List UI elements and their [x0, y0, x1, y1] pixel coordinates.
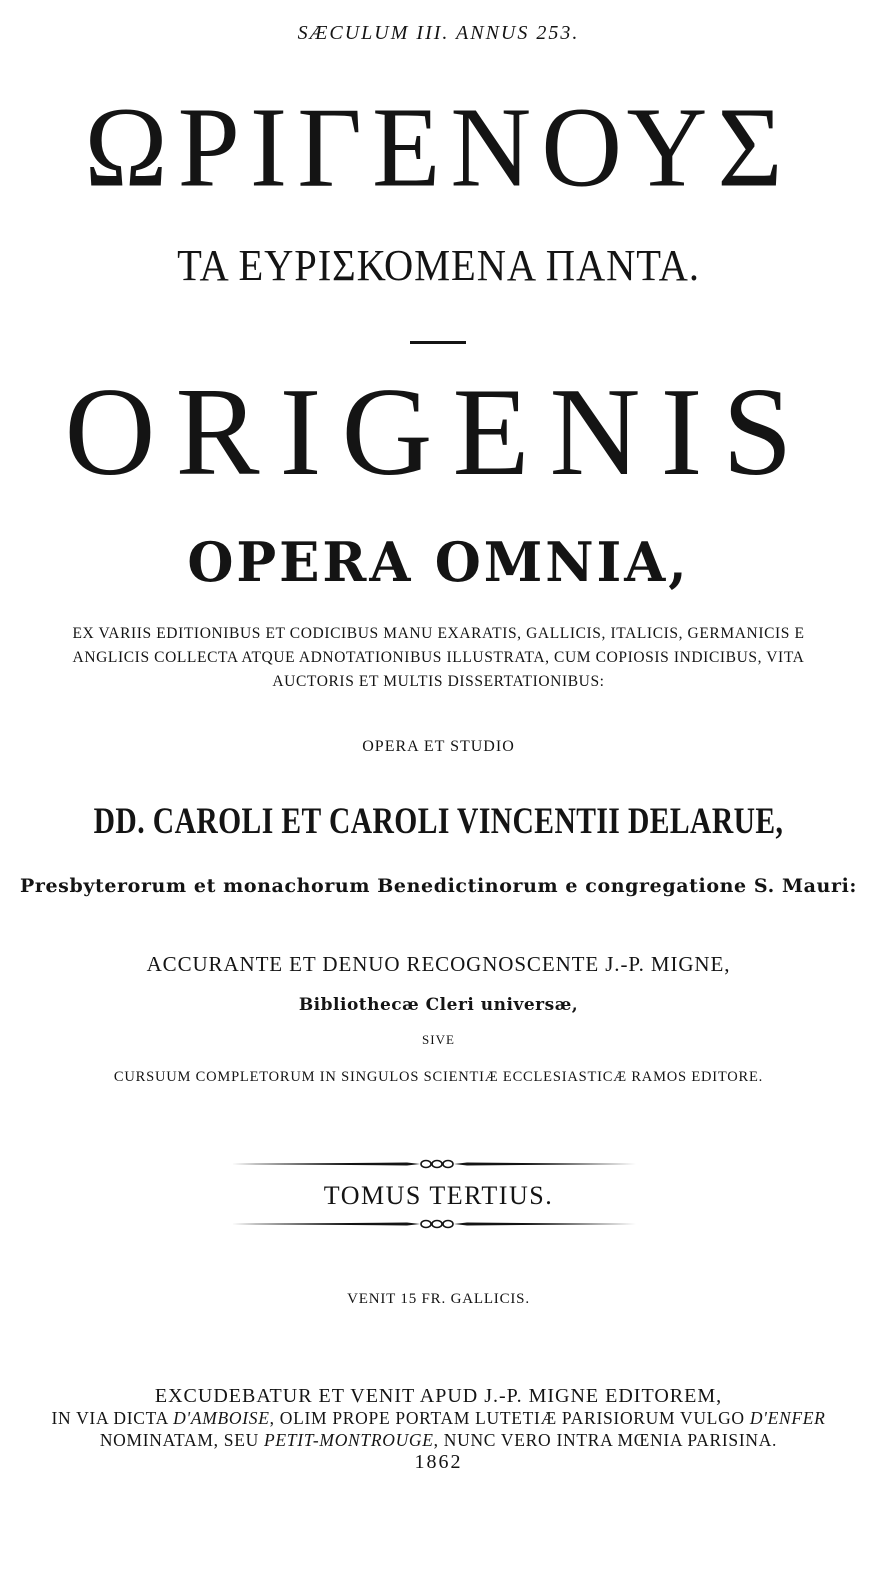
sive-line: SIVE	[422, 1032, 455, 1047]
imprint-line-3-a: NOMINATAM, SEU	[99, 1430, 265, 1450]
presbyter-line: Presbyterorum et monachorum Benedictinorum e congregatione S. Mauri:	[19, 875, 858, 897]
greek-subtitle: ΤΑ ΕΥΡΙΣΚΟΜΕΝΑ ΠΑΝΤΑ.	[177, 241, 700, 290]
cursuum-line: CURSUUM COMPLETORUM IN SINGULOS SCIENTIÆ ECCLESIASTICÆ RAMOS EDITORE.	[113, 1069, 764, 1085]
description-line-1: EX VARIIS EDITIONIBUS ET CODICIBUS MANU EXARATIS, GALLICIS, ITALICIS, GERMANICIS E	[72, 625, 805, 642]
imprint-line-2-d: D'ENFER	[749, 1408, 826, 1428]
ornamental-rule-bottom	[232, 1217, 642, 1231]
price-line: VENIT 15 FR. GALLICIS.	[347, 1291, 530, 1307]
imprint-line-3-b: PETIT-MONTROUGE	[264, 1430, 434, 1450]
ornamental-rule-top	[232, 1157, 642, 1171]
bibliotheca-line: Bibliothecæ Cleri universæ,	[298, 995, 579, 1015]
opera-studio-line: OPERA ET STUDIO	[362, 738, 515, 755]
latin-title: ORIGENIS	[64, 363, 813, 502]
latin-subtitle: OPERA OMNIA,	[187, 530, 690, 594]
accurante-line: ACCURANTE ET DENUO RECOGNOSCENTE J.-P. MIGNE,	[146, 952, 731, 976]
description-block	[8, 622, 869, 694]
tomus-line: TOMUS TERTIUS.	[323, 1181, 554, 1210]
greek-title: ΩΡΙΓΕΝΟΥΣ	[84, 84, 793, 212]
imprint-line-2-b: D'AMBOISE	[173, 1408, 270, 1428]
seculum-heading: SÆCULUM III. ANNUS 253.	[297, 22, 580, 44]
short-divider-rule	[410, 341, 466, 344]
description-line-3: AUCTORIS ET MULTIS DISSERTATIONIBUS:	[272, 673, 605, 690]
imprint-line-1: EXCUDEBATUR ET VENIT APUD J.-P. MIGNE EDITOREM,	[154, 1385, 723, 1407]
imprint-year: 1862	[414, 1451, 463, 1473]
imprint-line-2	[0, 1407, 877, 1429]
imprint-line-2-c: , OLIM PROPE PORTAM LUTETIÆ PARISIORUM VULGO	[269, 1408, 750, 1428]
imprint-line-3-c: , NUNC VERO INTRA MŒNIA PARISINA.	[433, 1430, 778, 1450]
description-line-2: ANGLICIS COLLECTA ATQUE ADNOTATIONIBUS ILLUSTRATA, CUM COPIOSIS INDICIBUS, VITA	[72, 649, 805, 666]
imprint-block	[0, 1385, 877, 1473]
authors-line: DD. CAROLI ET CAROLI VINCENTII DELARUE,	[93, 801, 784, 842]
imprint-line-2-a: IN VIA DICTA	[51, 1408, 174, 1428]
imprint-line-3	[0, 1429, 877, 1451]
